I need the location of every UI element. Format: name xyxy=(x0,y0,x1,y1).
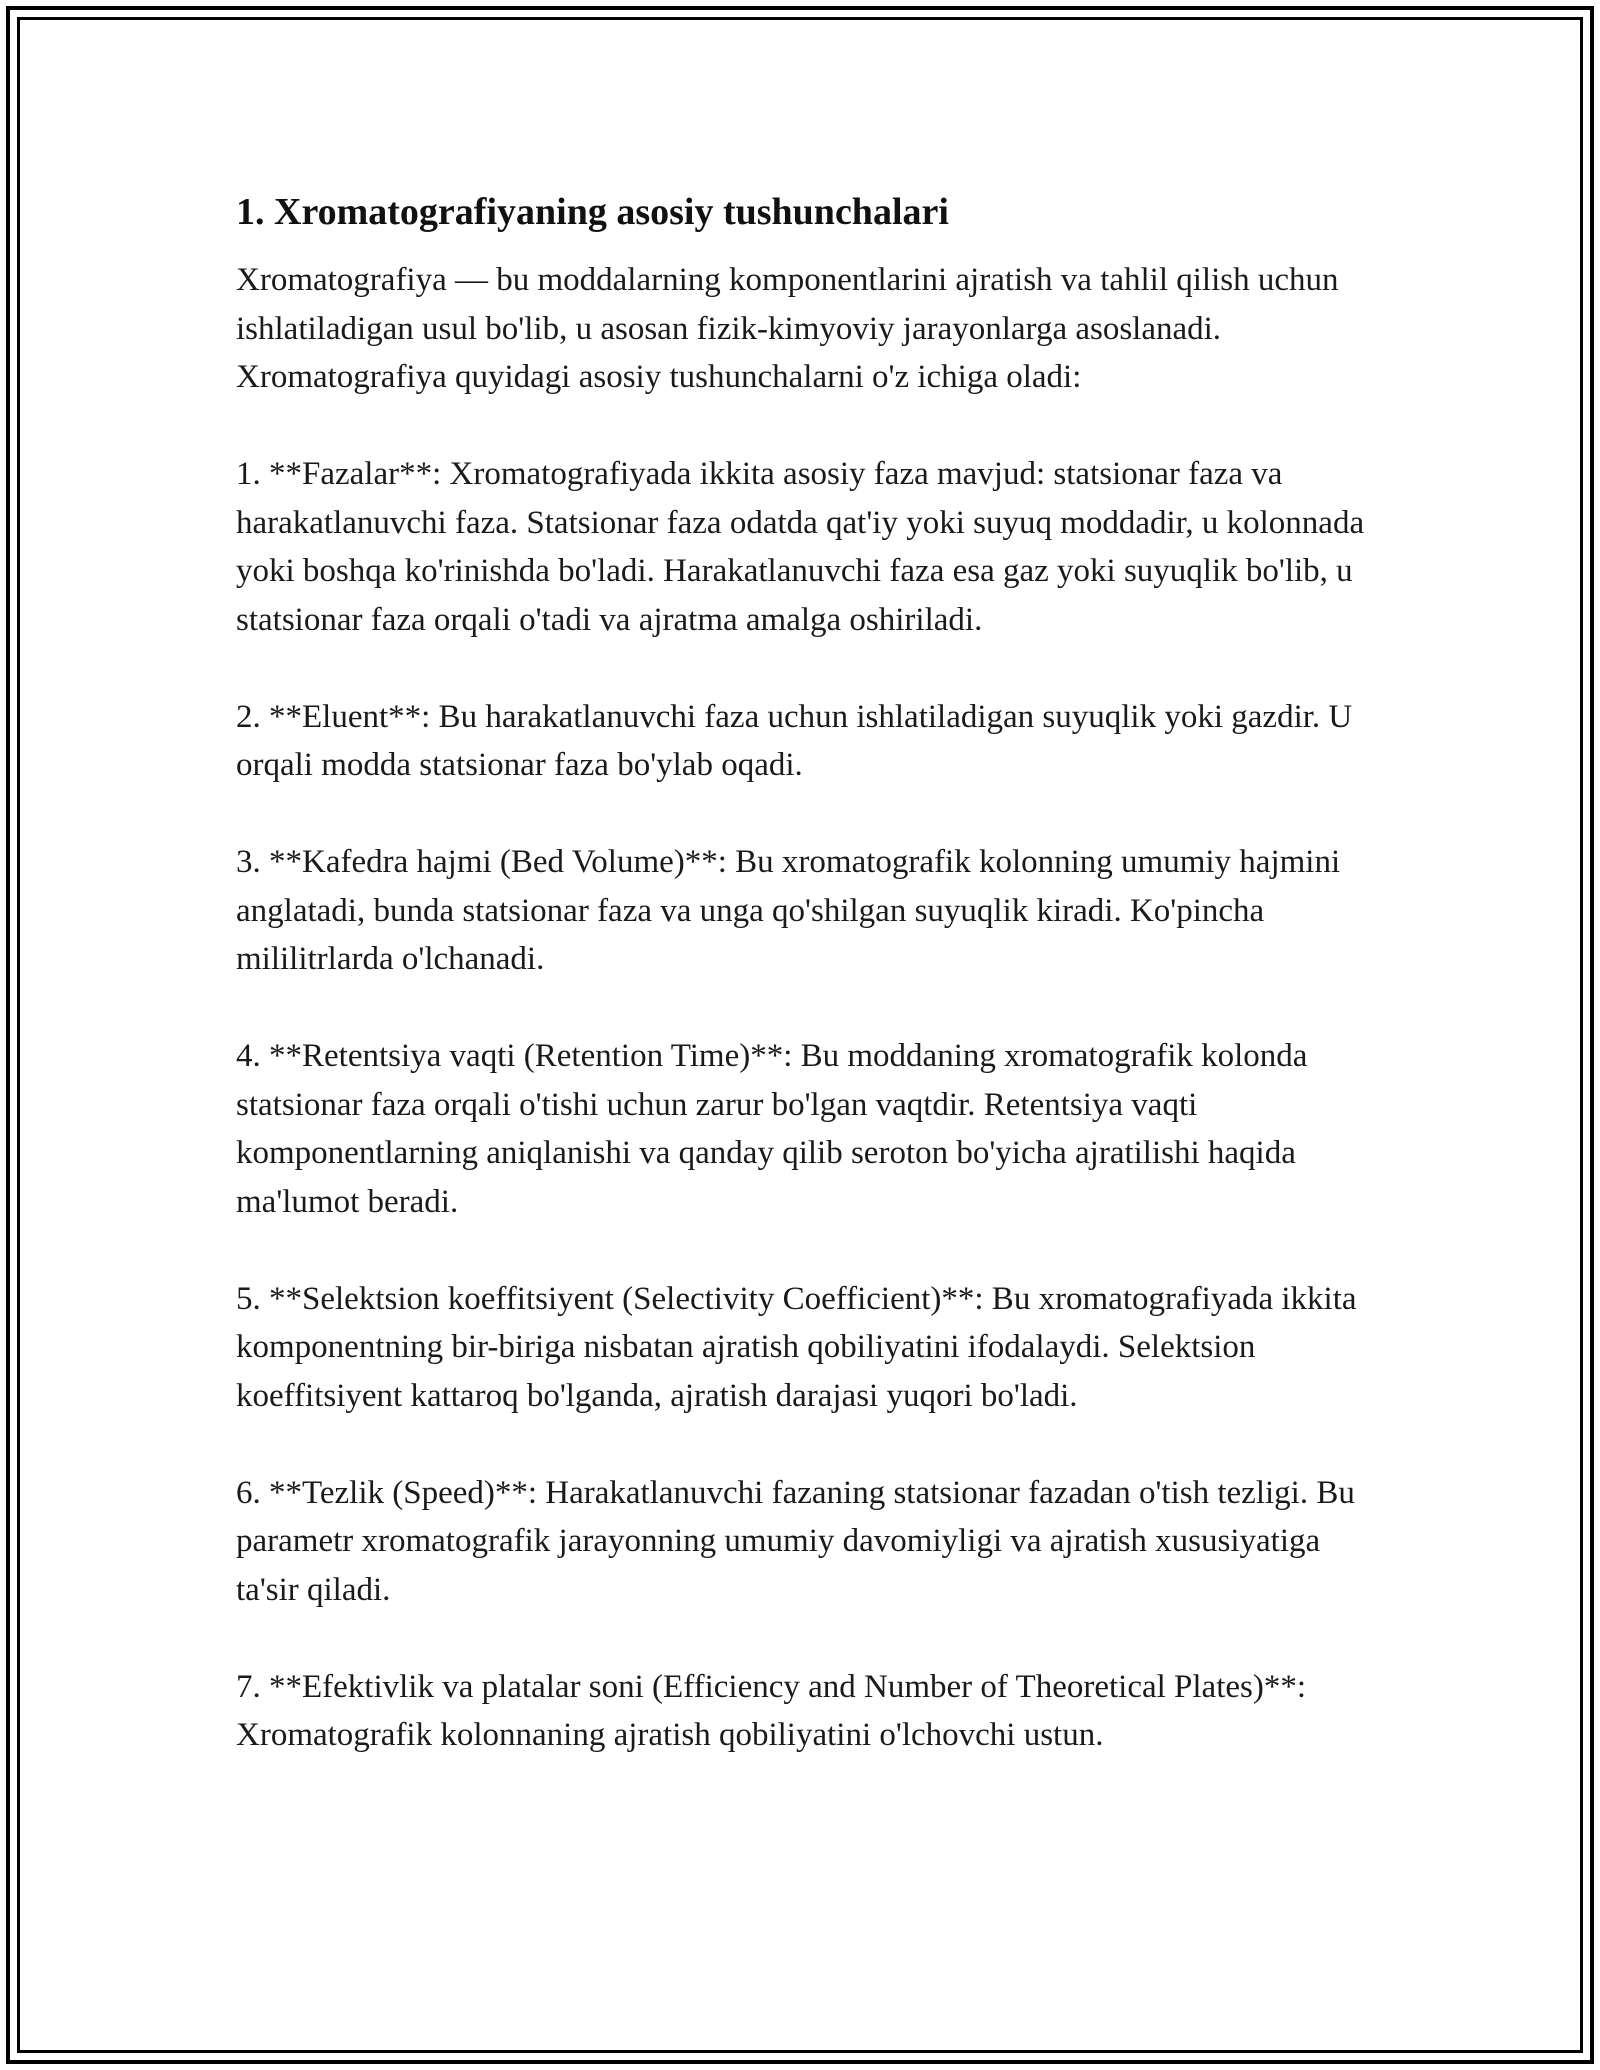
list-item-speed: 6. **Tezlik (Speed)**: Harakatlanuvchi fazaning statsionar fazadan o'tish tezligi. Bu parametr xromatografik jarayonning umumiy davomiyligi va ajratish xususiyatiga ta'sir qiladi. xyxy=(236,1474,1355,1608)
list-item-eluent: 2. **Eluent**: Bu harakatlanuvchi faza uchun ishlatiladigan suyuqlik yoki gazdir. U orqali modda statsionar faza bo'ylab oqadi. xyxy=(236,698,1353,783)
list-item-retention-time: 4. **Retentsiya vaqti (Retention Time)**: Bu moddaning xromatografik kolonda statsionar faza orqali o'tishi uchun zarur bo'lgan vaqtdir. Retentsiya vaqti komponentlarning aniqlanishi va qanday qilib seroton bo'yicha ajratilishi haqida ma'lumot beradi. xyxy=(236,1038,1308,1220)
list-item-fazalar: 1. **Fazalar**: Xromatografiyada ikkita asosiy faza mavjud: statsionar faza va harakatlanuvchi faza. Statsionar faza odatda qat'iy yoki suyuq moddadir, u kolonnada yoki boshqa ko'rinishda bo'ladi. Harakatlanuvchi faza esa gaz yoki suyuqlik bo'lib, u statsionar faza orqali o'tadi va ajratma amalga oshiriladi. xyxy=(236,456,1365,638)
document-body xyxy=(236,186,1376,1760)
list-item-selectivity: 5. **Selektsion koeffitsiyent (Selectivity Coefficient)**: Bu xromatografiyada ikkita komponentning bir-biriga nisbatan ajratish qobiliyatini ifodalaydi. Selektsion koeffitsiyent kattaroq bo'lganda, ajratish darajasi yuqori bo'ladi. xyxy=(236,1280,1357,1414)
list-item-bed-volume: 3. **Kafedra hajmi (Bed Volume)**: Bu xromatografik kolonning umumiy hajmini anglatadi, bunda statsionar faza va unga qo'shilgan suyuqlik kiradi. Ko'pincha mililitrlarda o'lchanadi. xyxy=(236,844,1341,977)
page-title: 1. Xromatografiyaning asosiy tushunchalari xyxy=(236,191,949,233)
intro-paragraph: Xromatografiya — bu moddalarning komponentlarini ajratish va tahlil qilish uchun ishlatiladigan usul bo'lib, u asosan fizik-kimyoviy jarayonlarga asoslanadi. Xromatografiya quyidagi asosiy tushunchalarni o'z ichiga oladi: xyxy=(236,262,1339,395)
list-item-efficiency: 7. **Efektivlik va platalar soni (Efficiency and Number of Theoretical Plates)**: Xromatografik kolonnaning ajratish qobiliyatini o'lchovchi ustun. xyxy=(236,1668,1307,1753)
